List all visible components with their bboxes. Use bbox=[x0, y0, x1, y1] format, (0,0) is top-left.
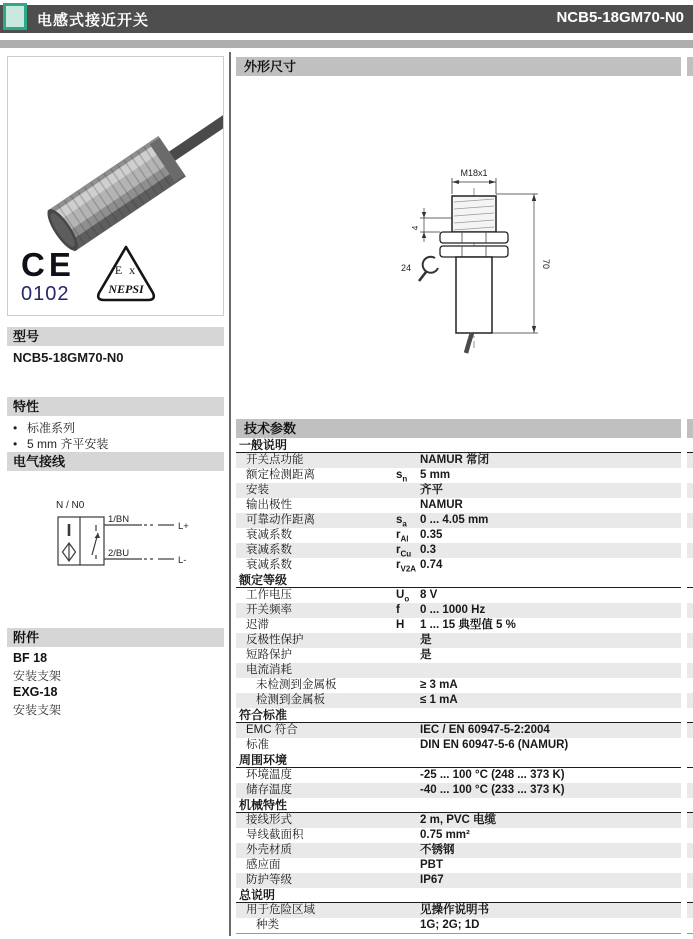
table-row bbox=[236, 603, 693, 618]
param-value: 2 m, PVC 电缆 bbox=[420, 814, 497, 826]
param-label: 衰减系数 bbox=[246, 559, 292, 571]
section-accessories: 附件 bbox=[7, 628, 224, 647]
table-row bbox=[236, 843, 693, 858]
table-row bbox=[236, 903, 693, 918]
model-number: NCB5-18GM70-N0 bbox=[13, 350, 124, 365]
table-subheader: 周围环境 bbox=[236, 753, 693, 768]
tech-table bbox=[236, 438, 693, 934]
param-symbol bbox=[396, 648, 414, 663]
param-value: 0.35 bbox=[420, 529, 443, 541]
ce-mark: CE bbox=[21, 246, 75, 283]
param-symbol: H bbox=[396, 619, 405, 631]
section-tech-params: 技术参数 bbox=[236, 419, 693, 438]
bullet-icon: • bbox=[13, 421, 18, 435]
svg-text:1/BN: 1/BN bbox=[108, 514, 130, 525]
param-symbol bbox=[396, 633, 414, 648]
param-label: 反极性保护 bbox=[246, 634, 304, 646]
table-row bbox=[236, 453, 693, 468]
param-value: 0.75 mm² bbox=[420, 829, 470, 841]
table-row bbox=[236, 528, 693, 543]
param-symbol bbox=[396, 843, 414, 858]
svg-text:24: 24 bbox=[400, 263, 412, 273]
param-symbol: $r_{V2A}$ bbox=[396, 559, 417, 574]
param-label: 接线形式 bbox=[246, 814, 292, 826]
table-row bbox=[236, 738, 693, 753]
table-row bbox=[236, 513, 693, 528]
table-row bbox=[236, 558, 693, 573]
param-label: 安装 bbox=[246, 484, 269, 496]
table-row bbox=[236, 543, 693, 558]
param-label: 防护等级 bbox=[246, 874, 292, 886]
param-symbol bbox=[396, 873, 414, 888]
param-value: PBT bbox=[420, 859, 443, 871]
header-model-number: NCB5-18GM70-N0 bbox=[556, 9, 684, 26]
param-symbol bbox=[396, 678, 414, 693]
param-symbol: $r_{Cu}$ bbox=[396, 544, 412, 559]
param-symbol bbox=[396, 738, 414, 753]
param-label: 用于危险区域 bbox=[246, 904, 315, 916]
svg-text:M18x1: M18x1 bbox=[460, 168, 488, 178]
param-symbol bbox=[396, 828, 414, 843]
table-row bbox=[236, 723, 693, 738]
param-symbol: f bbox=[396, 604, 400, 616]
feature-item: • 5 mm 齐平安装 bbox=[13, 437, 109, 451]
table-subheader: 额定等级 bbox=[236, 573, 693, 588]
accessory-model: EXG-18 bbox=[13, 685, 58, 699]
param-symbol bbox=[396, 858, 414, 873]
param-symbol bbox=[396, 663, 414, 678]
param-label: 电流消耗 bbox=[246, 664, 292, 676]
param-symbol: $s_a$ bbox=[396, 514, 407, 529]
param-label: EMC 符合 bbox=[246, 724, 298, 736]
svg-text:NEPSI: NEPSI bbox=[108, 282, 144, 296]
product-photo-box bbox=[7, 56, 224, 316]
feature-item: • 标准系列 bbox=[13, 421, 76, 435]
table-row bbox=[236, 693, 693, 708]
param-value bbox=[414, 663, 693, 678]
table-subheader: 总说明 bbox=[236, 888, 693, 903]
svg-text:L+: L+ bbox=[178, 521, 189, 532]
table-row bbox=[236, 813, 693, 828]
section-wiring: 电气接线 bbox=[7, 452, 224, 471]
table-row bbox=[236, 648, 693, 663]
param-symbol bbox=[396, 483, 414, 498]
param-value: IEC / EN 60947-5-2:2004 bbox=[420, 724, 550, 736]
param-value: ≥ 3 mA bbox=[420, 679, 458, 691]
table-row bbox=[236, 873, 693, 888]
svg-text:4: 4 bbox=[410, 225, 420, 231]
param-label: 可靠动作距离 bbox=[246, 514, 315, 526]
param-value: 0 ... 4.05 mm bbox=[420, 514, 489, 526]
param-label: 外壳材质 bbox=[246, 844, 292, 856]
param-symbol bbox=[396, 813, 414, 828]
table-row bbox=[236, 483, 693, 498]
param-value: IP67 bbox=[420, 874, 444, 886]
param-symbol bbox=[396, 693, 414, 708]
table-row bbox=[236, 618, 693, 633]
param-value: 见操作说明书 bbox=[420, 904, 489, 916]
param-label: 迟滞 bbox=[246, 619, 269, 631]
param-label: 导线截面积 bbox=[246, 829, 304, 841]
param-label: 检测到金属板 bbox=[256, 694, 325, 706]
param-label: 开关点功能 bbox=[246, 454, 304, 466]
accessory-desc: 安装支架 bbox=[13, 703, 62, 717]
header-divider-strip bbox=[0, 40, 693, 48]
param-symbol bbox=[396, 723, 414, 738]
section-features: 特性 bbox=[7, 397, 224, 416]
param-value: -40 ... 100 °C (233 ... 373 K) bbox=[420, 784, 565, 796]
param-value: 是 bbox=[420, 634, 432, 646]
ce-number: 0102 bbox=[21, 283, 70, 305]
bullet-icon: • bbox=[13, 437, 18, 451]
param-value: ≤ 1 mA bbox=[420, 694, 458, 706]
dimension-drawing bbox=[378, 166, 568, 366]
param-label: 短路保护 bbox=[246, 649, 292, 661]
page-title: 电感式接近开关 bbox=[37, 12, 150, 29]
table-row bbox=[236, 783, 693, 798]
table-row bbox=[236, 663, 693, 678]
svg-text:L-: L- bbox=[178, 555, 187, 566]
param-label: 衰减系数 bbox=[246, 529, 292, 541]
svg-text:2/BU: 2/BU bbox=[108, 548, 130, 559]
param-label: 未检测到金属板 bbox=[256, 679, 337, 691]
accessory-model: BF 18 bbox=[13, 651, 48, 665]
param-label: 储存温度 bbox=[246, 784, 292, 796]
brand-logo bbox=[3, 3, 27, 30]
param-value: -25 ... 100 °C (248 ... 373 K) bbox=[420, 769, 565, 781]
svg-text:70: 70 bbox=[541, 258, 551, 270]
param-symbol bbox=[396, 918, 414, 933]
param-symbol bbox=[396, 768, 414, 783]
param-symbol bbox=[396, 498, 414, 513]
param-label: 输出极性 bbox=[246, 499, 292, 511]
param-symbol: $s_n$ bbox=[396, 469, 408, 484]
table-row bbox=[236, 588, 693, 603]
param-value: 齐平 bbox=[420, 484, 443, 496]
param-value: 0.74 bbox=[420, 559, 443, 571]
param-value: 不锈钢 bbox=[420, 844, 455, 856]
param-symbol: $r_{Al}$ bbox=[396, 529, 409, 544]
param-symbol bbox=[396, 453, 414, 468]
param-symbol: $U_o$ bbox=[396, 589, 410, 604]
param-value: NAMUR 常闭 bbox=[420, 454, 489, 466]
param-label: 开关频率 bbox=[246, 604, 292, 616]
param-value: 0 ... 1000 Hz bbox=[420, 604, 486, 616]
param-label: 感应面 bbox=[246, 859, 281, 871]
table-row bbox=[236, 918, 693, 933]
column-divider bbox=[229, 52, 231, 936]
param-symbol bbox=[396, 903, 414, 918]
param-value: DIN EN 60947-5-6 (NAMUR) bbox=[420, 739, 569, 751]
param-value: 8 V bbox=[420, 589, 438, 601]
section-model: 型号 bbox=[7, 327, 224, 346]
table-row bbox=[236, 468, 693, 483]
param-label: 衰减系数 bbox=[246, 544, 292, 556]
svg-text:N / N0: N / N0 bbox=[56, 500, 85, 511]
param-value: 0.3 bbox=[420, 544, 436, 556]
param-value: 5 mm bbox=[420, 469, 451, 481]
section-dimensions: 外形尺寸 bbox=[236, 57, 693, 76]
param-label: 标准 bbox=[246, 739, 269, 751]
param-symbol bbox=[396, 783, 414, 798]
param-value: 1G; 2G; 1D bbox=[420, 919, 480, 931]
table-row bbox=[236, 858, 693, 873]
table-row bbox=[236, 633, 693, 648]
svg-text:E x: E x bbox=[114, 263, 138, 277]
param-value: 1 ... 15 典型值 5 % bbox=[420, 619, 516, 631]
param-label: 额定检测距离 bbox=[246, 469, 315, 481]
table-row bbox=[236, 498, 693, 513]
param-label: 工作电压 bbox=[246, 589, 292, 601]
param-label: 种类 bbox=[256, 919, 279, 931]
table-row bbox=[236, 828, 693, 843]
wiring-diagram bbox=[48, 495, 203, 585]
ex-nepsi-logo bbox=[93, 243, 159, 307]
table-row bbox=[236, 768, 693, 783]
table-row bbox=[236, 678, 693, 693]
accessory-desc: 安装支架 bbox=[13, 669, 62, 683]
page-gutter bbox=[681, 52, 687, 939]
table-subheader: 符合标准 bbox=[236, 708, 693, 723]
table-subheader: 一般说明 bbox=[236, 438, 693, 453]
param-value: NAMUR bbox=[420, 499, 463, 511]
param-value: 是 bbox=[420, 649, 432, 661]
param-label: 环境温度 bbox=[246, 769, 292, 781]
table-subheader: 机械特性 bbox=[236, 798, 693, 813]
